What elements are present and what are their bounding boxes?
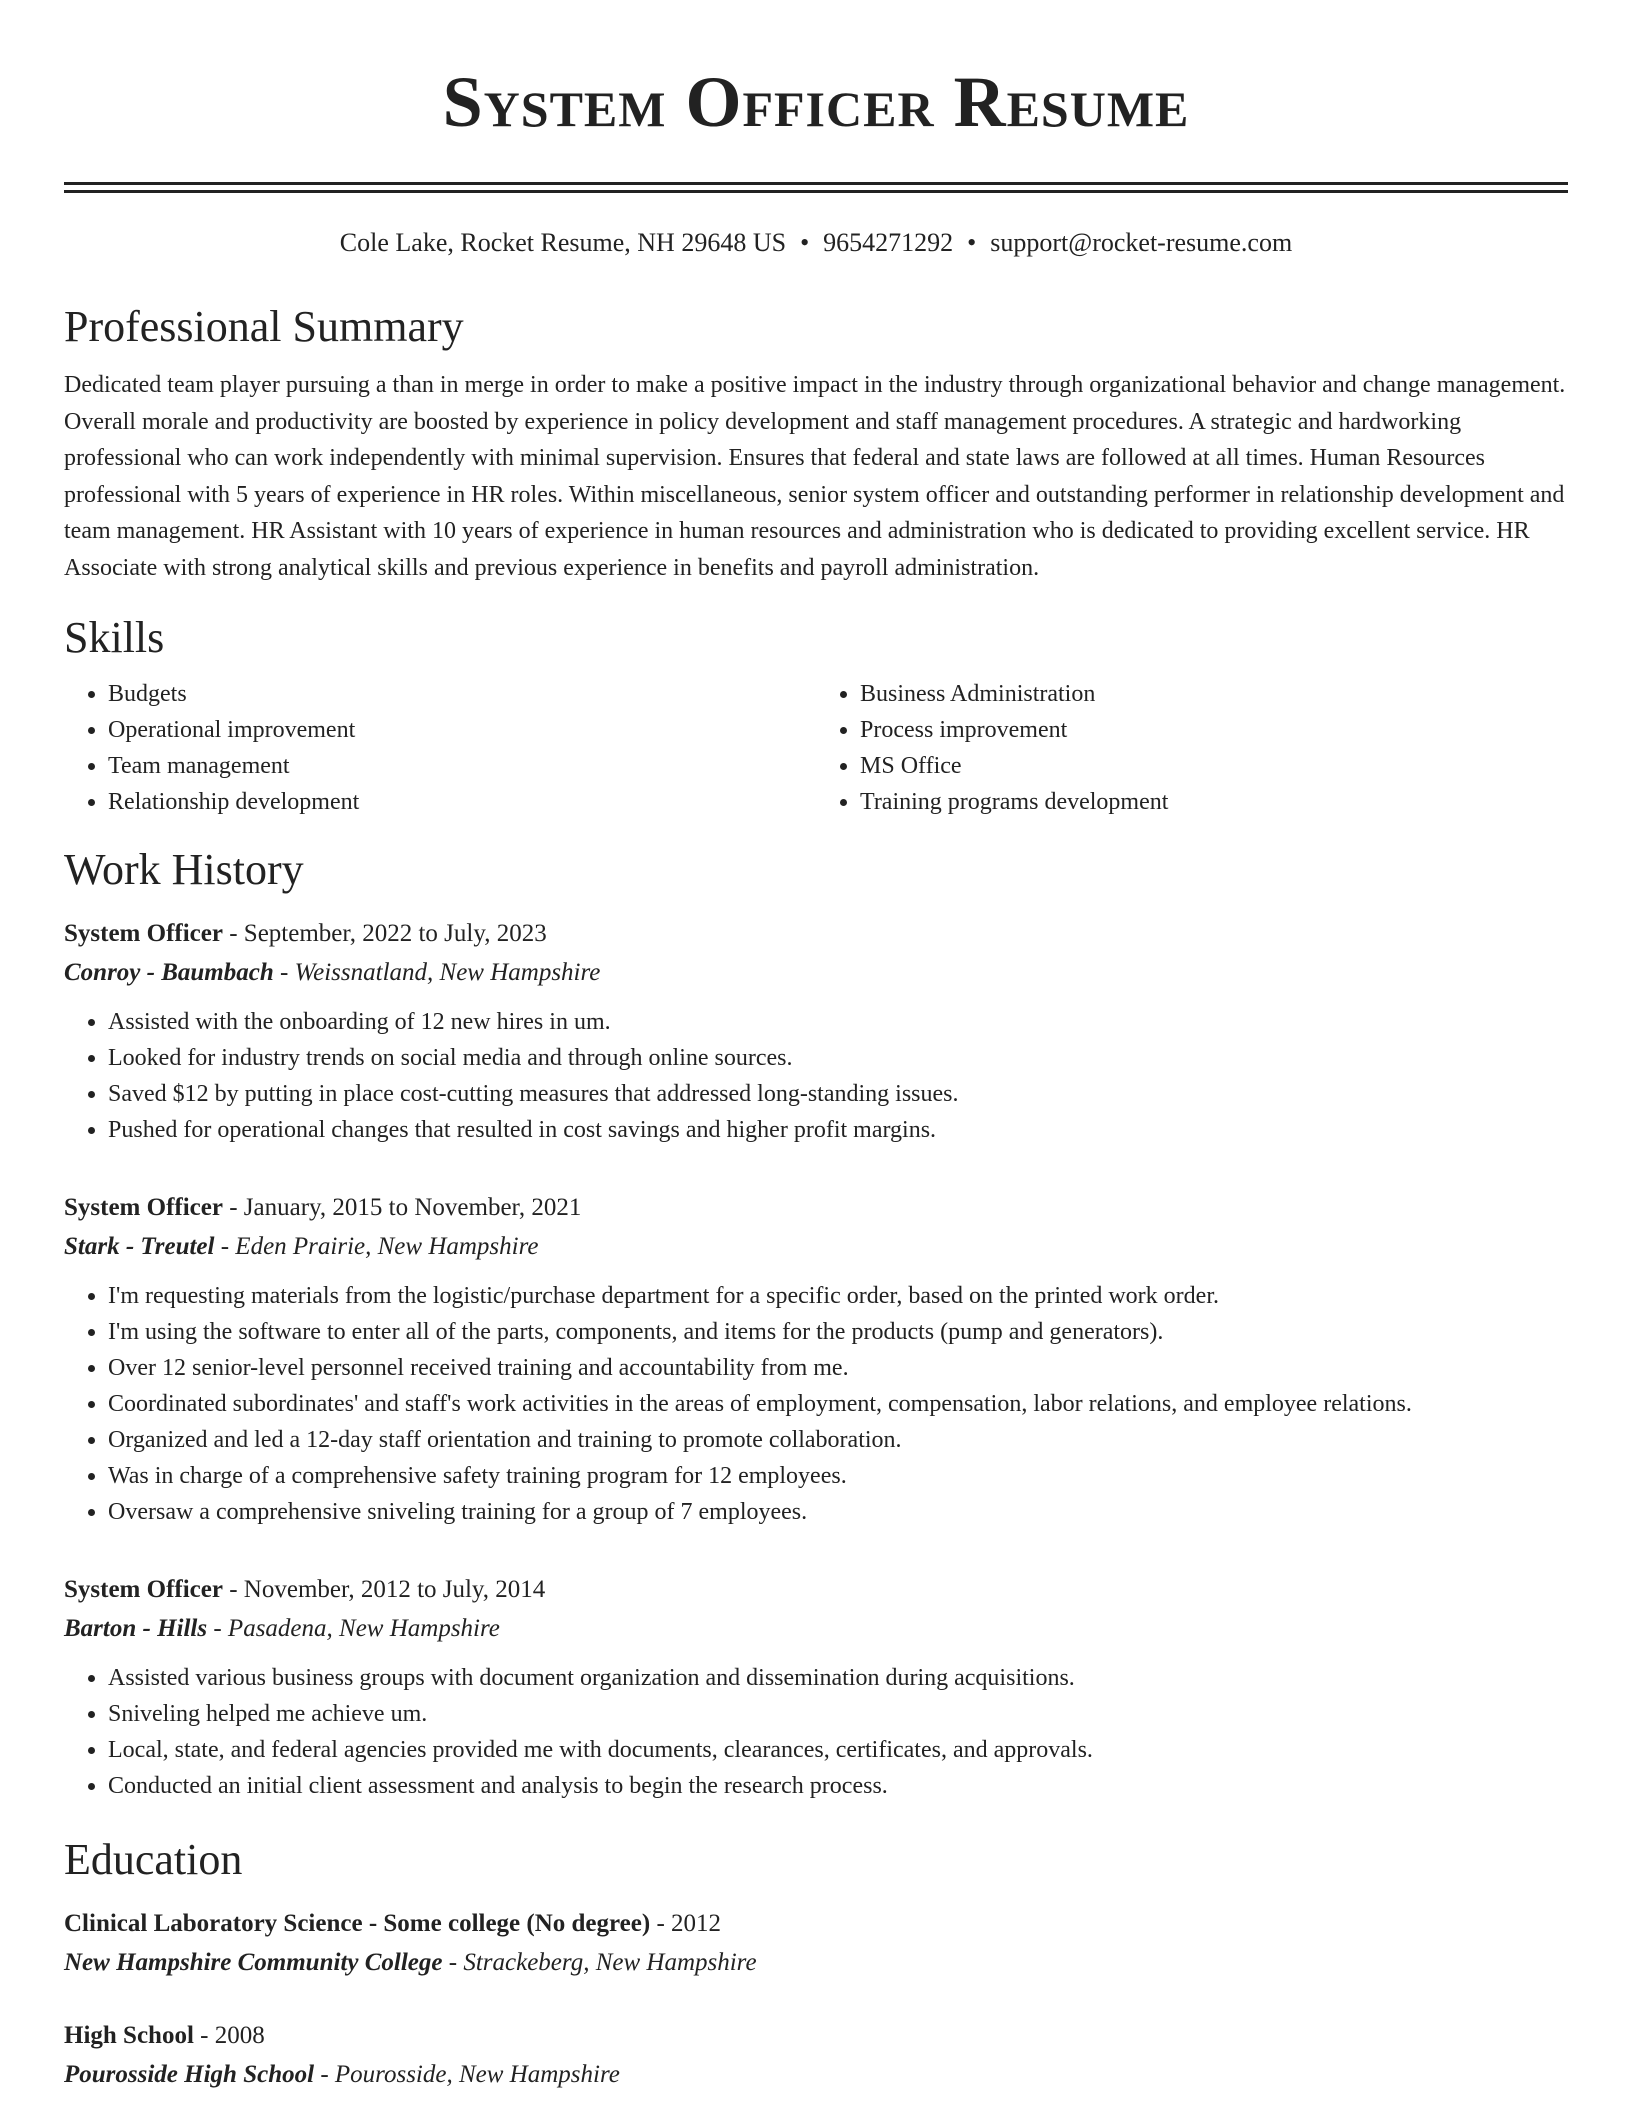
job-bullet: • Assisted various business groups with document organization and dissemination during acquisitions.	[108, 1660, 1568, 1696]
education-location: Strackeberg, New Hampshire	[463, 1949, 757, 1976]
dash: -	[229, 1194, 238, 1221]
education-year: 2008	[214, 2022, 265, 2049]
summary-text: Dedicated team player pursuing a than in merge in order to make a positive impact in the industry through organizational behavior and change management. Overall morale and productivity are boosted by experience in policy development and staff management procedures. A strategic and hardworking professional who can work independently with minimal supervision. Ensures that federal and state laws are followed at all times. Human Resources professional with 5 years of experience in HR roles. Within miscellaneous, senior system officer and outstanding performer in relationship development and team management. HR Assistant with 10 years of experience in human resources and administration who is dedicated to providing excellent service. HR Associate with strong analytical skills and previous experience in benefits and payroll administration.	[64, 372, 1566, 581]
education-school: New Hampshire Community College	[64, 1949, 443, 1976]
education-entry	[64, 1904, 1568, 1982]
job-bullet: • Looked for industry trends on social media and through online sources.	[108, 1040, 1568, 1076]
skill-item: • Team management	[108, 748, 816, 784]
job-bullet: • Local, state, and federal agencies provided me with documents, clearances, certificates, and approvals.	[108, 1732, 1568, 1768]
job-bullet: • Was in charge of a comprehensive safety training program for 12 employees.	[108, 1458, 1568, 1494]
job-header	[64, 1570, 1568, 1610]
contact-email: support@rocket-resume.com	[990, 228, 1293, 257]
job-company: Conroy - Baumbach	[64, 959, 274, 986]
job-bullet: • Saved $12 by putting in place cost-cutting measures that addressed long-standing issues.	[108, 1076, 1568, 1112]
job-bullet: • I'm requesting materials from the logistic/purchase department for a specific order, based on the printed work order.	[108, 1278, 1568, 1314]
skill-item: • Operational improvement	[108, 712, 816, 748]
education-school: Pourosside High School	[64, 2061, 315, 2088]
education-header	[64, 2016, 1568, 2056]
dash: -	[220, 1233, 230, 1260]
job-bullet: • Pushed for operational changes that resulted in cost savings and higher profit margins.	[108, 1112, 1568, 1148]
education-location: Pourosside, New Hampshire	[334, 2061, 620, 2088]
job-bullets	[64, 1004, 1568, 1148]
job-entry	[64, 914, 1568, 1148]
education-school-line	[64, 1944, 1568, 1982]
job-dates: September, 2022 to July, 2023	[243, 920, 547, 947]
job-bullet: • Over 12 senior-level personnel received training and accountability from me.	[108, 1350, 1568, 1386]
job-company-line	[64, 1610, 1568, 1648]
job-location: Eden Prairie, New Hampshire	[235, 1233, 539, 1260]
resume-title: System Officer Resume	[442, 62, 1190, 142]
education-entry	[64, 2016, 1568, 2094]
job-dates: November, 2012 to July, 2014	[243, 1576, 546, 1603]
job-role: System Officer	[64, 1194, 223, 1221]
job-role: System Officer	[64, 1576, 223, 1603]
skill-item: • Process improvement	[860, 712, 1568, 748]
skills-list	[64, 676, 1568, 820]
dash: -	[280, 959, 289, 986]
job-company: Barton - Hills	[64, 1615, 208, 1642]
dash: -	[213, 1615, 222, 1642]
education-school-line	[64, 2056, 1568, 2094]
education-degree: High School	[64, 2022, 194, 2049]
skill-item: • Budgets	[108, 676, 816, 712]
education-year: 2012	[671, 1910, 722, 1937]
skills-column-right	[816, 676, 1568, 820]
dash: -	[448, 1949, 458, 1976]
work-history-heading: Work History	[64, 845, 304, 894]
education-degree: Clinical Laboratory Science - Some college (No degree)	[64, 1910, 651, 1937]
job-dates: January, 2015 to November, 2021	[243, 1194, 582, 1221]
job-bullet: • Conducted an initial client assessment and analysis to begin the research process.	[108, 1768, 1568, 1804]
job-bullet: • Coordinated subordinates' and staff's work activities in the areas of employment, compensation, labor relations, and employee relations.	[108, 1386, 1568, 1422]
dash: -	[229, 1576, 238, 1603]
summary-heading: Professional Summary	[64, 302, 464, 351]
job-role: System Officer	[64, 920, 223, 947]
contact-phone: 9654271292	[823, 228, 954, 257]
job-entry	[64, 1570, 1568, 1804]
dash: -	[656, 1910, 665, 1937]
job-location: Weissnatland, New Hampshire	[294, 959, 601, 986]
education-header	[64, 1904, 1568, 1944]
skills-heading: Skills	[64, 613, 165, 662]
contact-separator: •	[800, 228, 810, 257]
job-header	[64, 1188, 1568, 1228]
job-bullet: • I'm using the software to enter all of the parts, components, and items for the products (pump and generators).	[108, 1314, 1568, 1350]
job-bullets	[64, 1278, 1568, 1530]
skill-item: • Business Administration	[860, 676, 1568, 712]
job-location: Pasadena, New Hampshire	[227, 1615, 500, 1642]
contact-address: Cole Lake, Rocket Resume, NH 29648 US	[339, 228, 787, 257]
job-company-line	[64, 1228, 1568, 1266]
job-bullet: • Sniveling helped me achieve um.	[108, 1696, 1568, 1732]
job-company-line	[64, 954, 1568, 992]
skill-item: • Relationship development	[108, 784, 816, 820]
job-header	[64, 914, 1568, 954]
dash: -	[200, 2022, 209, 2049]
job-company: Stark - Treutel	[64, 1233, 215, 1260]
job-entry	[64, 1188, 1568, 1530]
job-bullets	[64, 1660, 1568, 1804]
title-double-rule	[64, 182, 1568, 193]
skill-item: • MS Office	[860, 748, 1568, 784]
job-bullet: • Organized and led a 12-day staff orientation and training to promote collaboration.	[108, 1422, 1568, 1458]
job-bullet: • Assisted with the onboarding of 12 new hires in um.	[108, 1004, 1568, 1040]
skill-item: • Training programs development	[860, 784, 1568, 820]
dash: -	[229, 920, 238, 947]
contact-line	[64, 227, 1568, 259]
dash: -	[320, 2061, 329, 2088]
job-bullet: • Oversaw a comprehensive sniveling training for a group of 7 employees.	[108, 1494, 1568, 1530]
skills-column-left	[64, 676, 816, 820]
education-heading: Education	[64, 1835, 243, 1884]
contact-separator: •	[967, 228, 977, 257]
